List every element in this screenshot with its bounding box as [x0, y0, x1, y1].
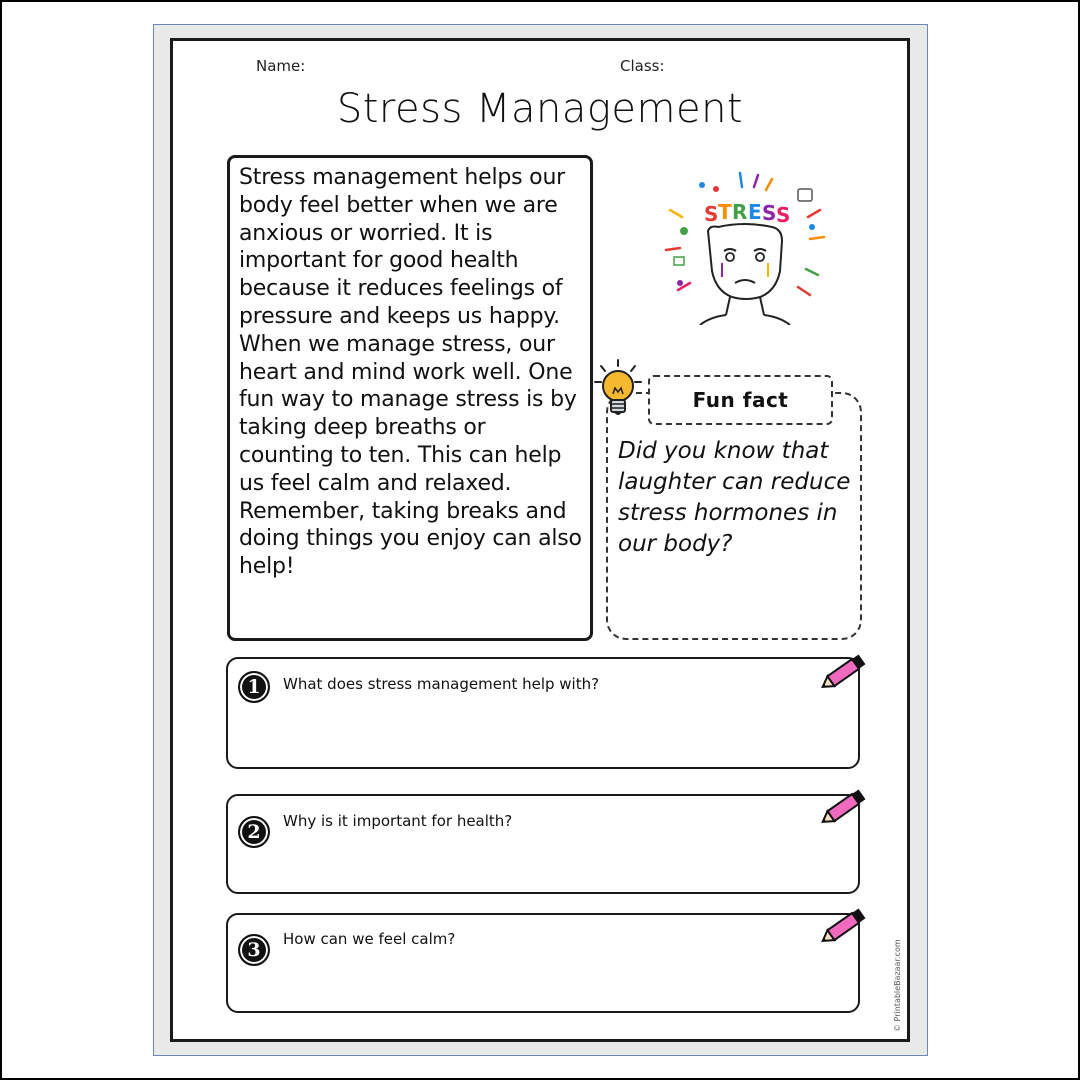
pencil-icon — [818, 649, 870, 695]
svg-text:R: R — [732, 200, 748, 224]
question-number-3: 3 — [238, 934, 270, 966]
class-label: Class: — [620, 57, 665, 75]
stressed-face-illustration — [660, 165, 830, 325]
answer-box-2[interactable] — [226, 794, 860, 894]
fun-fact-text: Did you know that laughter can reduce stress hormones in our body? — [618, 438, 851, 557]
svg-text:E: E — [748, 200, 762, 224]
copyright-text: © PrintableBazaar.com — [893, 939, 902, 1032]
svg-text:S: S — [704, 202, 719, 226]
question-number-2: 2 — [238, 816, 270, 848]
svg-text:S: S — [762, 201, 777, 225]
name-label: Name: — [256, 57, 306, 75]
svg-text:T: T — [718, 200, 732, 224]
question-text-2: Why is it important for health? — [283, 812, 513, 830]
lightbulb-icon — [593, 358, 643, 422]
question-text-1: What does stress management help with? — [283, 675, 600, 693]
pencil-icon — [818, 784, 870, 830]
page-title: Stress Management — [336, 86, 744, 132]
reading-passage-box — [227, 155, 593, 641]
question-text-3: How can we feel calm? — [283, 930, 456, 948]
answer-box-3[interactable] — [226, 913, 860, 1013]
question-number-1: 1 — [238, 671, 270, 703]
pencil-icon — [818, 903, 870, 949]
svg-text:S: S — [776, 203, 791, 227]
answer-box-1[interactable] — [226, 657, 860, 769]
fun-fact-title: Fun fact — [648, 375, 833, 425]
reading-passage-text: Stress management helps our body feel better when we are anxious or worried. It is important for good health because it reduces feelings of pressure and keeps us happy. When we manage stress, our heart and mind work well. One fun way to manage stress is by taking deep breaths or counting to ten. This can help us feel calm and relaxed. Remember, taking breaks and doing things you enjoy can also help! — [239, 165, 582, 580]
